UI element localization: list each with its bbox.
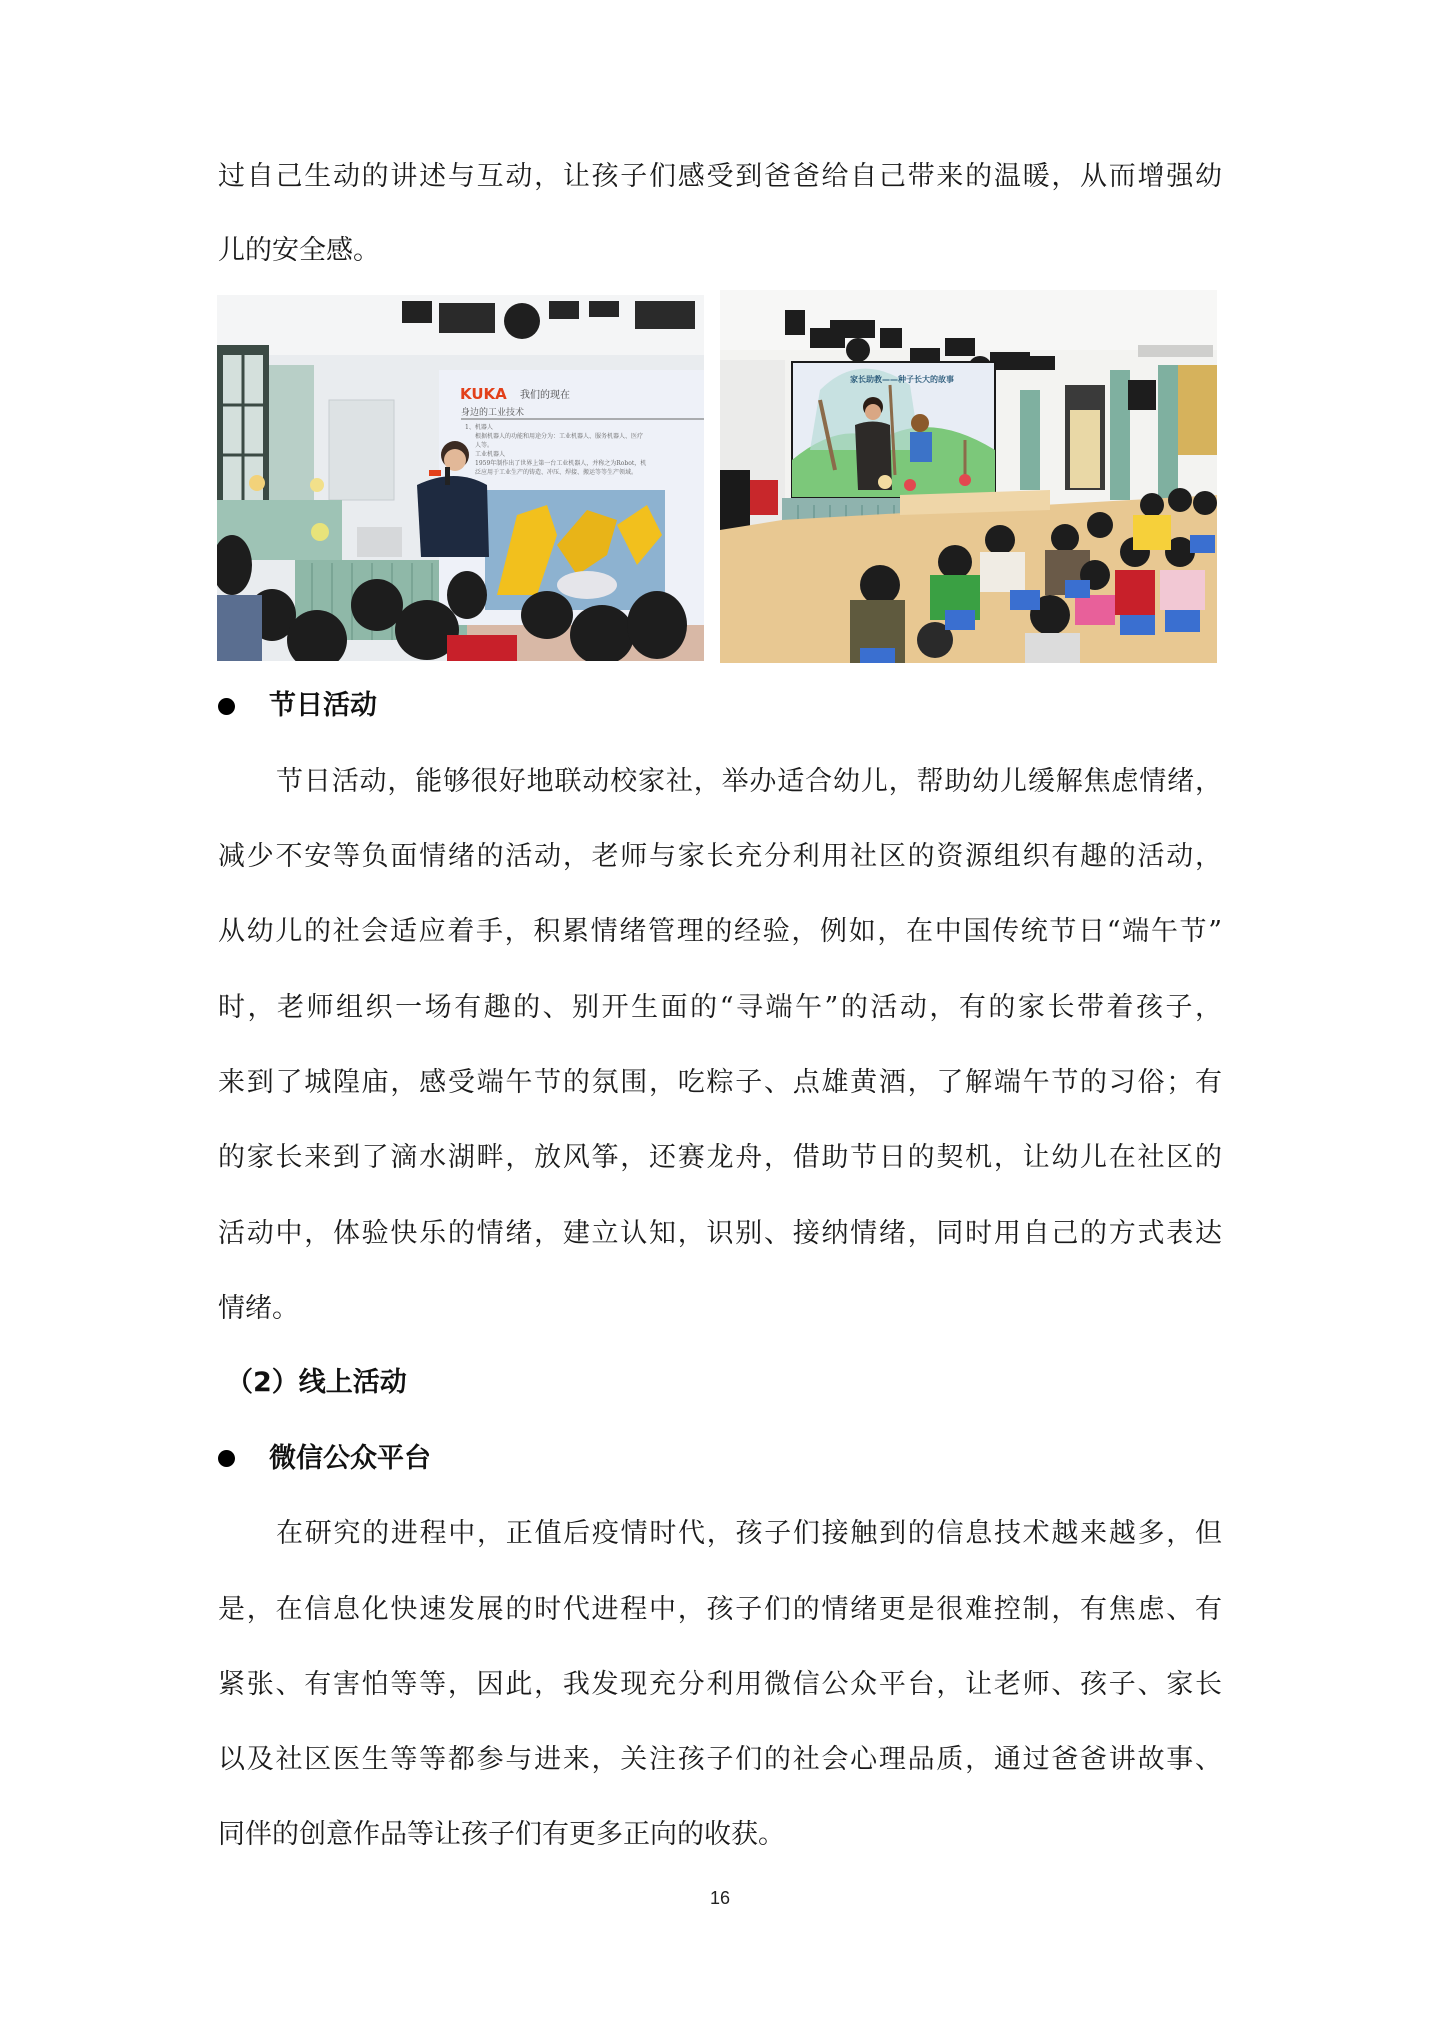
photo-storytelling-session [720,290,1217,663]
festival-line-1: 节日活动，能够很好地联动校家社，举办适合幼儿，帮助幼儿缓解焦虑情绪， [276,766,1222,797]
storytelling-photo-illustration [720,290,1217,663]
svg-text:家长助教——种子长大的故事: 家长助教——种子长大的故事 [850,375,954,384]
festival-line-3: 从幼儿的社会适应着手，积累情绪管理的经验，例如，在中国传统节日“端午节” [218,916,1222,947]
svg-text:我们的现在: 我们的现在 [520,390,570,401]
section-heading-festival: 节日活动 [269,690,377,721]
festival-line-5: 来到了城隍庙，感受端午节的氛围，吃粽子、点雄黄酒，了解端午节的习俗；有 [218,1067,1222,1098]
svg-text:泛应用于工业生产的铸造、冲压、焊接、搬运等等生产领域。: 泛应用于工业生产的铸造、冲压、焊接、搬运等等生产领域。 [475,469,638,476]
wechat-line-2: 是，在信息化快速发展的时代进程中，孩子们的情绪更是很难控制，有焦虑、有 [218,1594,1222,1625]
svg-text:人等。: 人等。 [475,442,494,449]
festival-line-7: 活动中，体验快乐的情绪，建立认知，识别、接纳情绪，同时用自己的方式表达 [218,1218,1222,1249]
intro-line-2: 儿的安全感。 [218,235,380,266]
wechat-line-3: 紧张、有害怕等等，因此，我发现充分利用微信公众平台，让老师、孩子、家长 [218,1669,1222,1700]
presentation-photo-illustration [217,295,704,661]
page-number: 16 [709,1888,731,1908]
bullet-icon [218,1450,235,1467]
festival-line-4: 时，老师组织一场有趣的、别开生面的“寻端午”的活动，有的家长带着孩子， [218,992,1222,1023]
festival-line-6: 的家长来到了滴水湖畔，放风筝，还赛龙舟，借助节日的契机，让幼儿在社区的 [218,1142,1222,1173]
subsection-heading-online: （2）线上活动 [226,1367,407,1398]
wechat-line-1: 在研究的进程中，正值后疫情时代，孩子们接触到的信息技术越来越多，但 [276,1518,1222,1549]
festival-line-8: 情绪。 [218,1293,299,1324]
photo-kuka-presentation [217,295,704,661]
wechat-line-5: 同伴的创意作品等让孩子们有更多正向的收获。 [218,1819,785,1850]
bullet-icon [218,698,235,715]
svg-text:根据机器人的功能和用途分为：工业机器人、服务机器人、医疗: 根据机器人的功能和用途分为：工业机器人、服务机器人、医疗 [475,433,644,440]
svg-text:身边的工业技术: 身边的工业技术 [461,408,525,418]
svg-text:工业机器人: 工业机器人 [475,451,506,458]
section-heading-wechat: 微信公众平台 [269,1443,431,1474]
intro-line-1: 过自己生动的讲述与互动，让孩子们感受到爸爸给自己带来的温暖，从而增强幼 [218,161,1222,192]
wechat-line-4: 以及社区医生等等都参与进来，关注孩子们的社会心理品质，通过爸爸讲故事、 [218,1744,1222,1775]
svg-text:1959年制作出了世界上第一台工业机器人，并称之为Robot: 1959年制作出了世界上第一台工业机器人，并称之为Robot，机 [475,460,647,467]
festival-line-2: 减少不安等负面情绪的活动，老师与家长充分利用社区的资源组织有趣的活动， [218,841,1222,872]
svg-text:1、机器人: 1、机器人 [465,424,493,431]
svg-text:KUKA: KUKA [460,385,507,403]
